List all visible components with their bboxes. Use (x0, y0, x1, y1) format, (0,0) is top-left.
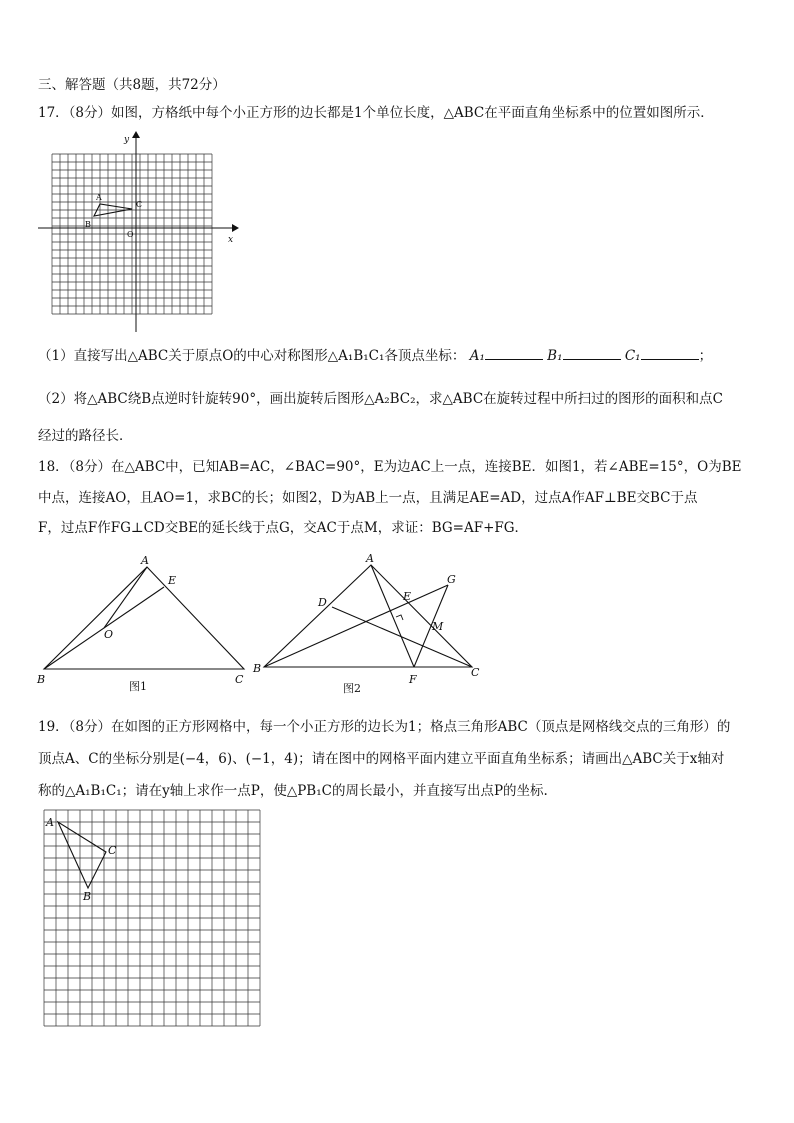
fig2-caption: 图2 (343, 682, 361, 695)
q17-blank-c1-label: C₁ (624, 348, 641, 364)
fig2-triangle-abc (264, 565, 472, 667)
q17-label-o: O (127, 230, 134, 239)
q18-line1: 18．（8分）在△ABC中，已知AB=AC，∠BAC=90°，E为边AC上一点，连接BE．如图1，若∠ABE=15°，O为BE (38, 459, 742, 475)
q19-triangle-abc (58, 822, 106, 888)
q17-part1 (38, 347, 712, 365)
fig1-label-b: B (37, 673, 46, 686)
q17-label-b: B (85, 220, 91, 229)
q17-blank-c1[interactable] (641, 347, 699, 360)
fig2-label-e: E (403, 590, 412, 603)
q19-grid-lines (44, 810, 260, 1026)
q17-label-y: y (124, 135, 130, 145)
q17-part1-text: （1）直接写出△ABC关于原点O的中心对称图形△A₁B₁C₁各顶点坐标： (38, 348, 466, 364)
q19-label-c: C (108, 844, 117, 857)
fig2-label-a: A (366, 552, 374, 565)
fig2-label-g: G (447, 573, 456, 586)
q17-blank-a1-label: A₁ (469, 348, 485, 364)
q18-figure-2 (248, 550, 484, 700)
q17-part2-line1: （2）将△ABC绕B点逆时针旋转90°，画出旋转后图形△A₂BC₂，求△ABC在旋转过程中所扫过的图形的面积和点C (38, 391, 723, 407)
q18-figure-1 (34, 550, 256, 700)
fig1-label-c: C (235, 673, 244, 686)
q17-blank-a1[interactable] (485, 347, 543, 360)
q18-line2: 中点，连接AO，且AO=1，求BC的长；如图2，D为AB上一点，且满足AE=AD，过点A作AF⊥BE交BC于点 (38, 490, 698, 506)
q17-x-arrow (232, 224, 239, 232)
q17-part1-end: ； (698, 348, 713, 364)
q19-line2: 顶点A、C的坐标分别是(−4，6)、(−1，4)；请在图中的网格平面内建立平面直角坐标系；请画出△ABC关于x轴对 (38, 751, 725, 767)
q17-label-a: A (96, 193, 102, 202)
q19-line3: 称的△A₁B₁C₁；请在y轴上求作一点P，使△PB₁C的周长最小，并直接写出点P的坐标. (38, 783, 548, 799)
q19-line1: 19．（8分）在如图的正方形网格中，每一个小正方形的边长为1；格点三角形ABC（顶点是网格线交点的三角形）的 (38, 719, 731, 735)
q17-label-x: x (228, 235, 234, 245)
fig2-label-m: M (432, 620, 444, 633)
section-heading: 三、解答题（共8题，共72分） (38, 77, 226, 93)
q17-label-c: C (136, 200, 143, 209)
fig1-label-a: A (141, 554, 149, 567)
fig2-right-angle-mark (396, 615, 403, 620)
q19-label-b: B (83, 890, 92, 903)
q17-blank-b1-label: B₁ (547, 348, 563, 364)
fig2-segment-bg (264, 585, 448, 667)
q18-line3: F，过点F作FG⊥CD交BE的延长线于点G，交AC于点M，求证：BG=AF+FG． (38, 520, 529, 536)
fig1-triangle-abc (44, 567, 244, 669)
q17-grid-figure (36, 130, 246, 334)
fig2-label-f: F (409, 673, 417, 686)
q17-blank-b1[interactable] (563, 347, 621, 360)
fig1-caption: 图1 (129, 680, 147, 693)
fig2-label-c: C (471, 666, 480, 679)
q19-grid-figure (40, 806, 270, 1032)
fig2-label-d: D (318, 596, 327, 609)
fig2-label-b: B (253, 662, 262, 675)
fig1-segment-ao (104, 567, 147, 628)
fig1-label-o: O (104, 628, 114, 641)
q19-label-a: A (46, 816, 54, 829)
q17-y-arrow (132, 131, 140, 138)
q17-stem: 17．（8分）如图，方格纸中每个小正方形的边长都是1个单位长度，△ABC在平面直角坐标系中的位置如图所示． (38, 105, 714, 121)
q17-part2-line2: 经过的路径长． (38, 428, 133, 444)
fig2-segment-dc (332, 607, 472, 667)
fig1-label-e: E (168, 574, 177, 587)
